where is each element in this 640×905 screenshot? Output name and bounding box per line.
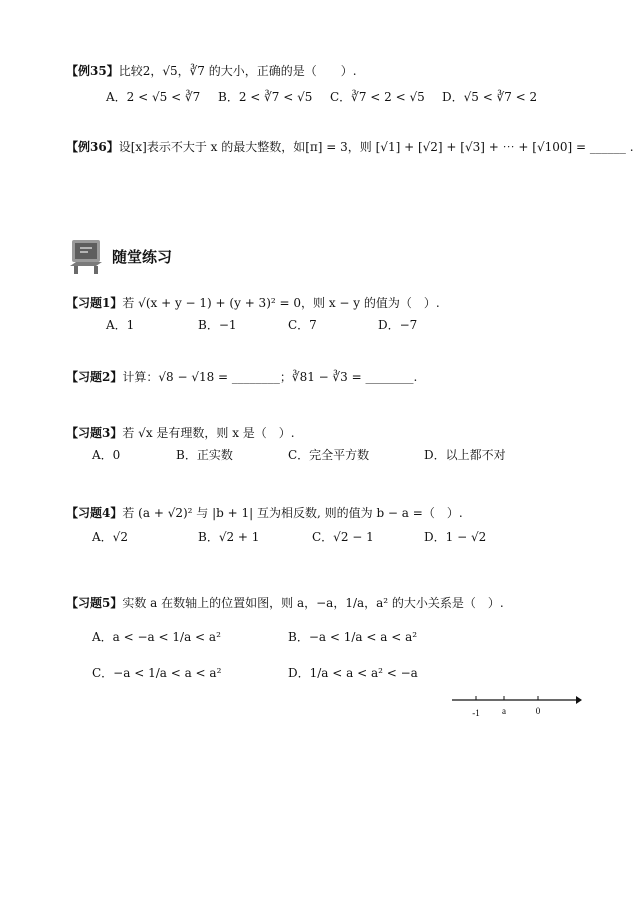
exercise-4 xyxy=(66,504,463,521)
option-c: C．完全平方数 xyxy=(288,448,370,462)
option-d: D．√5 < ∛7 < 2 xyxy=(442,90,538,104)
exercise-1 xyxy=(66,294,440,311)
option-b: B．−1 xyxy=(198,318,237,332)
number-line-arrow xyxy=(576,696,582,704)
option-b: B．−a < 1/a < a < a² xyxy=(288,630,418,644)
example-36 xyxy=(66,138,634,155)
option-d: D．1 − √2 xyxy=(424,530,487,544)
exercise-5 xyxy=(66,594,504,611)
exercise-text: 若 (a + √2)² 与 |b + 1| 互为相反数, 则的值为 b − a =（ ）. xyxy=(122,506,463,520)
exercise-label: 【习题5】 xyxy=(66,596,123,610)
option-a: A．√2 xyxy=(92,530,128,544)
example-label: 【例36】 xyxy=(66,140,119,154)
option-c: C．−a < 1/a < a < a² xyxy=(92,666,222,680)
option-d: D．1/a < a < a² < −a xyxy=(288,666,418,680)
option-b: B．正实数 xyxy=(176,448,233,462)
option-b: B．√2 + 1 xyxy=(198,530,260,544)
exercise-label: 【习题4】 xyxy=(66,506,123,520)
tick-label-a: a xyxy=(502,706,506,716)
exercise-text: 若 √(x + y − 1) + (y + 3)² = 0，则 x − y 的值为（ ）. xyxy=(122,296,440,310)
exercise-label: 【习题2】 xyxy=(66,370,123,384)
option-b: B．2 < ∛7 < √5 xyxy=(218,90,313,104)
chalkboard-icon xyxy=(66,236,106,276)
example-label: 【例35】 xyxy=(66,64,119,78)
tick-label-zero: 0 xyxy=(535,706,541,716)
exercise-text: 计算：√8 − √18 = ________；∛81 − ∛3 = ________. xyxy=(122,370,418,384)
exercise-label: 【习题3】 xyxy=(66,426,123,440)
example-35 xyxy=(66,62,357,79)
exercise-3 xyxy=(66,424,295,441)
option-c: C．7 xyxy=(288,318,317,332)
option-a: A．a < −a < 1/a < a² xyxy=(92,630,221,644)
section-heading xyxy=(66,236,172,276)
number-line xyxy=(452,690,582,724)
exercise-label: 【习题1】 xyxy=(66,296,123,310)
section-title: 随堂练习 xyxy=(112,247,173,266)
example-text: 比较2，√5，∛7 的大小，正确的是（ ）. xyxy=(118,64,357,78)
option-a: A．1 xyxy=(106,318,135,332)
exercise-2 xyxy=(66,368,417,385)
option-c: C．√2 − 1 xyxy=(312,530,374,544)
option-d: D．以上都不对 xyxy=(424,448,506,462)
example-text: 设[x]表示不大于 x 的最大整数，如[π] = 3，则 [√1] + [√2] + [√3] + ⋯ + [√100] = ______ . xyxy=(118,140,634,154)
exercise-text: 若 √x 是有理数，则 x 是（ ）. xyxy=(122,426,295,440)
option-c: C．∛7 < 2 < √5 xyxy=(330,90,425,104)
option-a: A．0 xyxy=(92,448,121,462)
exercise-text: 实数 a 在数轴上的位置如图，则 a，−a，1/a，a² 的大小关系是（ ）. xyxy=(122,596,504,610)
option-d: D．−7 xyxy=(378,318,418,332)
tick-label-minus-one: -1 xyxy=(472,708,480,718)
option-a: A．2 < √5 < ∛7 xyxy=(106,90,201,104)
